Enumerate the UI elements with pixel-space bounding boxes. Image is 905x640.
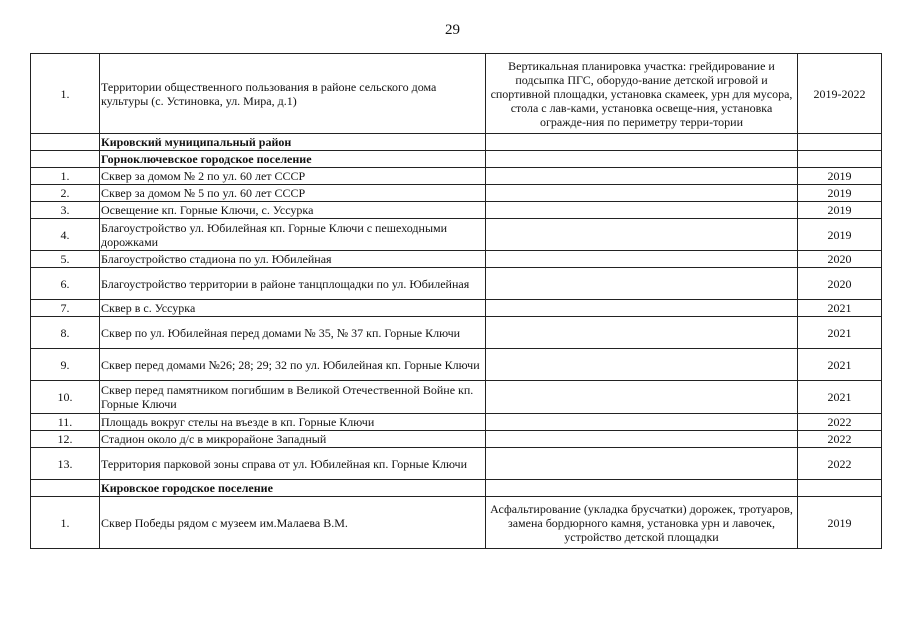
implementation-year: 2021 [798,349,882,381]
section-row [31,480,882,497]
table-row [31,268,882,300]
table-row [31,219,882,251]
work-cell-split [486,134,798,151]
row-number: 9. [31,349,100,381]
row-number: 4. [31,219,100,251]
implementation-year: 2019 [798,202,882,219]
improvement-table [30,53,882,549]
row-number: 7. [31,300,100,317]
row-number: 1. [31,54,100,134]
implementation-year: 2021 [798,381,882,414]
work-description [486,185,798,202]
table-row [31,317,882,349]
territory-name: Благоустройство ул. Юбилейная кп. Горные Ключи с пешеходными дорожками [100,219,486,251]
territory-name: Сквер за домом № 5 по ул. 60 лет СССР [100,185,486,202]
work-description [486,448,798,480]
work-description [486,268,798,300]
territory-name: Благоустройство стадиона по ул. Юбилейная [100,251,486,268]
work-description [486,251,798,268]
row-number: 2. [31,185,100,202]
implementation-year: 2019 [798,219,882,251]
work-description [486,300,798,317]
row-number: 8. [31,317,100,349]
work-description: Асфальтирование (укладка брусчатки) дорожек, тротуаров, замена бордюрного камня, установка урн и лавочек, устройство детской площадки [486,497,798,549]
territory-name: Площадь вокруг стелы на въезде в кп. Горные Ключи [100,414,486,431]
row-number: 5. [31,251,100,268]
territory-name: Сквер Победы рядом с музеем им.Малаева В.М. [100,497,486,549]
work-description [486,202,798,219]
row-number: 11. [31,414,100,431]
work-cell-split [486,151,798,168]
territory-name: Территории общественного пользования в районе сельского дома культуры (с. Устиновка, ул. Мира, д.1) [100,54,486,134]
section-row [31,134,882,151]
implementation-year: 2021 [798,317,882,349]
row-number: 10. [31,381,100,414]
implementation-year: 2019 [798,497,882,549]
implementation-year: 2022 [798,431,882,448]
work-description [486,317,798,349]
work-description [486,219,798,251]
implementation-year: 2019 [798,168,882,185]
row-number: 3. [31,202,100,219]
section-title: Кировское городское поселение [100,480,486,497]
table-row [31,251,882,268]
territory-name: Благоустройство территории в районе танцплощадки по ул. Юбилейная [100,268,486,300]
territory-name: Сквер перед памятником погибшим в Великой Отечественной Войне кп. Горные Ключи [100,381,486,414]
table-row [31,448,882,480]
territory-name: Сквер перед домами №26; 28; 29; 32 по ул. Юбилейная кп. Горные Ключи [100,349,486,381]
work-description [486,431,798,448]
row-number: 1. [31,497,100,549]
implementation-year: 2020 [798,268,882,300]
territory-name: Сквер по ул. Юбилейная перед домами № 35, № 37 кп. Горные Ключи [100,317,486,349]
section-title: Горноключевское городское поселение [100,151,486,168]
implementation-year: 2022 [798,414,882,431]
implementation-year: 2019 [798,185,882,202]
table-row [31,349,882,381]
row-number: 13. [31,448,100,480]
page-number: 29 [445,22,460,38]
table-row [31,202,882,219]
implementation-year: 2019-2022 [798,54,882,134]
territory-name: Сквер за домом № 2 по ул. 60 лет СССР [100,168,486,185]
work-description: Вертикальная планировка участка: грейдирование и подсыпка ПГС, оборудо-вание детской игровой и спортивной площадки, установка скамеек, урн для мусора, стола с лав-ками, установка освеще-ния, установка огражде-ния по периметру терри-тории [486,54,798,134]
territory-name: Освещение кп. Горные Ключи, с. Уссурка [100,202,486,219]
row-number: 6. [31,268,100,300]
implementation-year: 2022 [798,448,882,480]
work-description [486,349,798,381]
improvement-table-wrapper [30,53,882,549]
territory-name: Сквер в с. Уссурка [100,300,486,317]
work-description [486,168,798,185]
table-row [31,497,882,549]
territory-name: Стадион около д/с в микрорайоне Западный [100,431,486,448]
table-row [31,431,882,448]
section-row [31,151,882,168]
work-description [486,381,798,414]
table-row [31,54,882,134]
territory-name: Территория парковой зоны справа от ул. Юбилейная кп. Горные Ключи [100,448,486,480]
table-row [31,381,882,414]
section-title: Кировский муниципальный район [100,134,486,151]
row-number: 1. [31,168,100,185]
implementation-year: 2020 [798,251,882,268]
table-row [31,168,882,185]
table-row [31,414,882,431]
row-number: 12. [31,431,100,448]
table-row [31,300,882,317]
table-row [31,185,882,202]
implementation-year: 2021 [798,300,882,317]
work-description [486,414,798,431]
